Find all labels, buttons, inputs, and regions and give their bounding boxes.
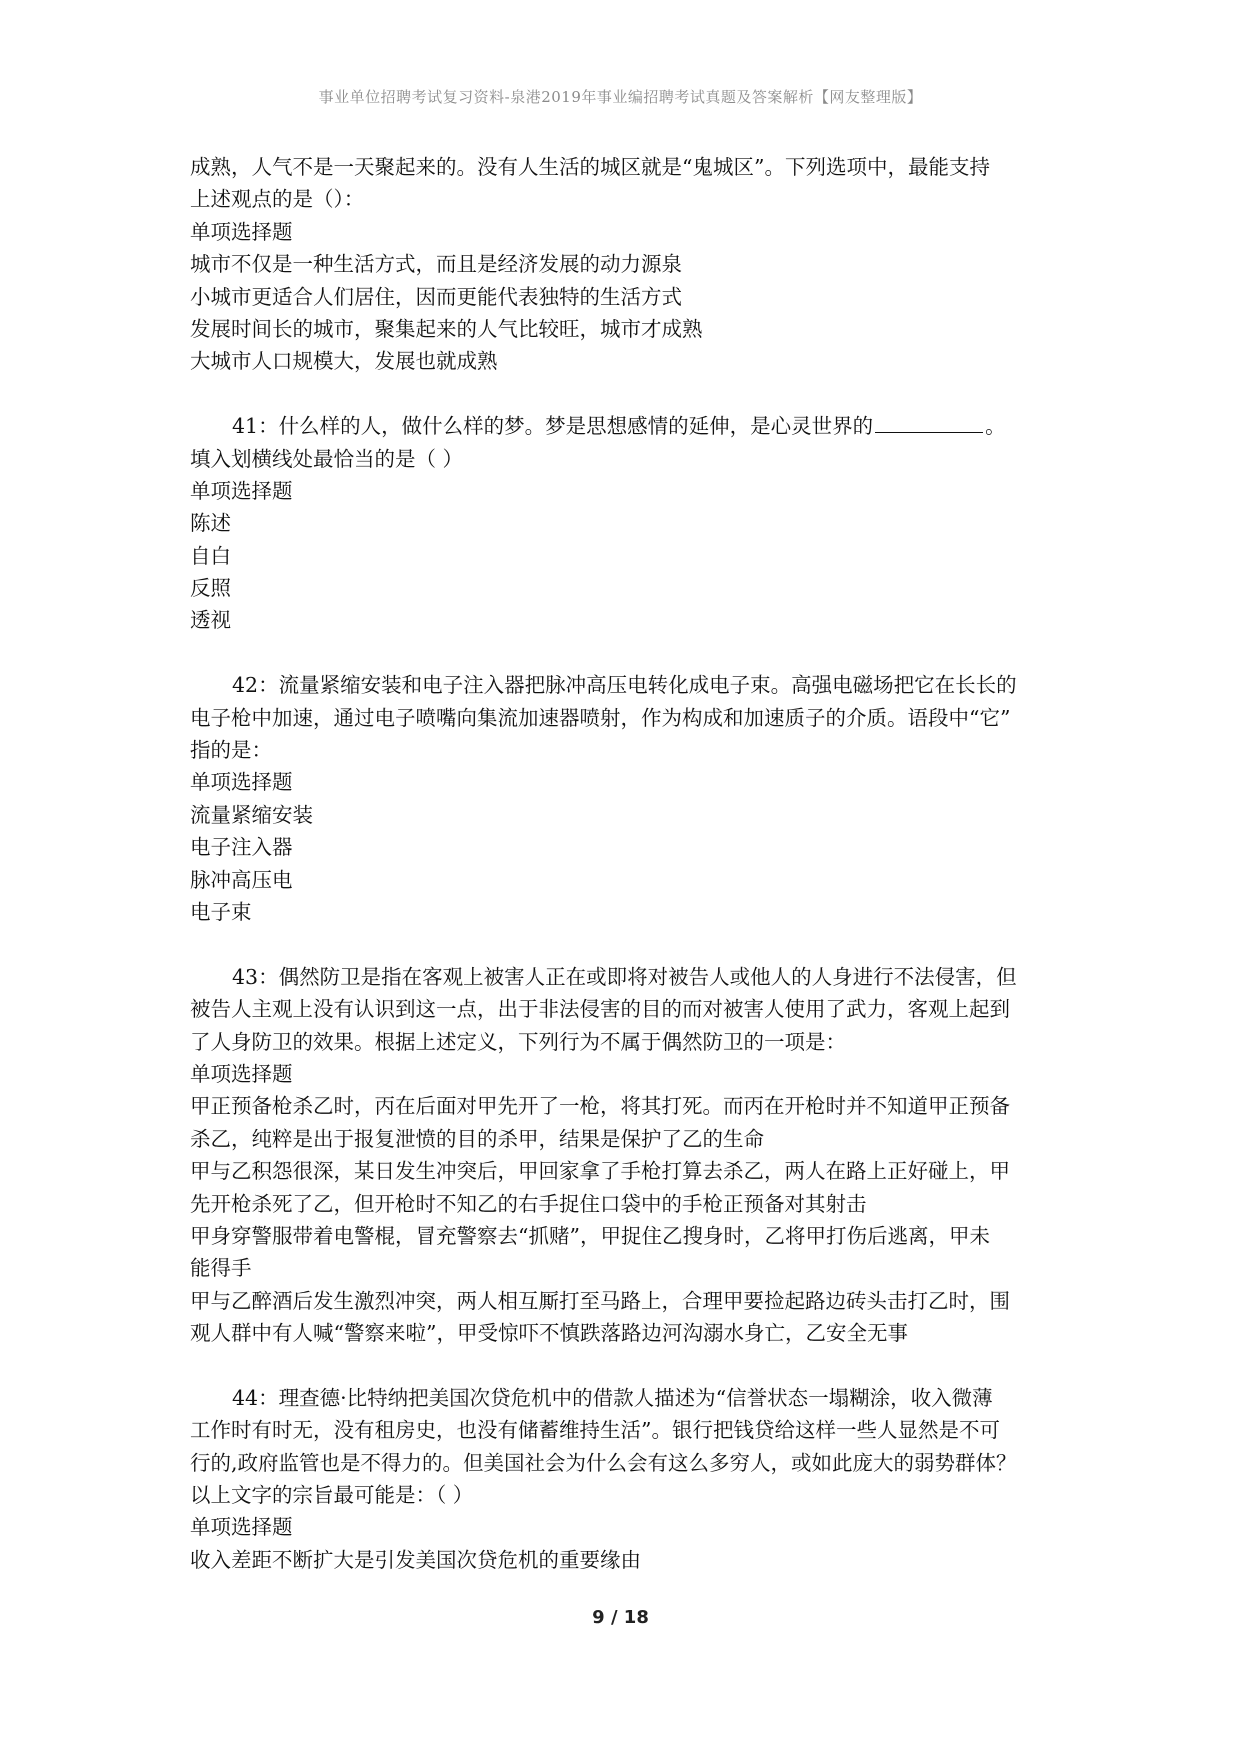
spacer [190,1349,1056,1381]
q43-stem-line-1: 43：偶然防卫是指在客观上被害人正在或即将对被告人或他人的人身进行不法侵害，但 [232,964,1017,989]
q44-stem-line-3: 行的,政府监管也是不得力的。但美国社会为什么会有这么多穷人，或如此庞大的弱势群体？ [190,1450,1017,1475]
q41-stem-line-1 [190,410,1056,442]
q42-option-c: 脉冲高压电 [190,867,293,892]
spacer [190,378,1056,410]
q40-option-b: 小城市更适合人们居住，因而更能代表独特的生活方式 [190,284,682,309]
q42-stem-line-2: 电子枪中加速，通过电子喷嘴向集流加速器喷射，作为构成和加速质子的介质。语段中“它” [190,705,1011,730]
q41-option-d: 透视 [190,608,231,633]
q43-option-b-line-2: 先开枪杀死了乙，但开枪时不知乙的右手捉住口袋中的手枪正预备对其射击 [190,1191,867,1216]
q40-option-a: 城市不仅是一种生活方式，而且是经济发展的动力源泉 [190,252,682,277]
q41-stem-end: 。 [985,414,1006,439]
q42-question-type: 单项选择题 [190,770,293,795]
q43-stem-line-2: 被告人主观上没有认识到这一点，出于非法侵害的目的而对被害人使用了武力，客观上起到 [190,997,1010,1022]
q44-option-a: 收入差距不断扩大是引发美国次贷危机的重要缘由 [190,1547,641,1572]
q43-option-b-line-1: 甲与乙积怨很深，某日发生冲突后，甲回家拿了手枪打算去杀乙，两人在路上正好碰上，甲 [190,1159,1010,1184]
q41-question-type: 单项选择题 [190,478,293,503]
q40-stem-line-2: 上述观点的是（）： [190,187,365,212]
q41-option-b: 自白 [190,543,231,568]
q41-option-a: 陈述 [190,511,231,536]
q42-option-b: 电子注入器 [190,835,293,860]
q44-stem-line-1: 44：理查德·比特纳把美国次贷危机中的借款人描述为“信誉状态一塌糊涂，收入微薄 [232,1385,993,1410]
q42-option-d: 电子束 [190,899,252,924]
q43-option-d-line-1: 甲与乙醉酒后发生激烈冲突，两人相互厮打至马路上，合理甲要捡起路边砖头击打乙时，围 [190,1288,1010,1313]
q44-stem-line-2: 工作时有时无，没有租房史，也没有储蓄维持生活”。银行把钱贷给这样一些人显然是不可 [190,1418,1000,1443]
q44-question-type: 单项选择题 [190,1515,293,1540]
q40-option-c: 发展时间长的城市，聚集起来的人气比较旺，城市才成熟 [190,316,703,341]
page-number: 9 / 18 [592,1607,649,1628]
spacer [190,928,1056,960]
q43-option-c-line-1: 甲身穿警服带着电警棍，冒充警察去“抓赌”，甲捉住乙搜身时，乙将甲打伤后逃离，甲未 [190,1223,990,1248]
q41-stem-text: 41：什么样的人，做什么样的梦。梦是思想感情的延伸，是心灵世界的 [232,414,874,439]
q41-stem-line-2: 填入划横线处最恰当的是（ ） [190,446,464,471]
q44-stem-line-4: 以上文字的宗旨最可能是：（ ） [190,1483,474,1508]
q41-fill-blank [875,412,983,433]
spacer [190,637,1056,669]
q41-option-c: 反照 [190,576,231,601]
q40-question-type: 单项选择题 [190,219,293,244]
q43-question-type: 单项选择题 [190,1061,293,1086]
q40-option-d: 大城市人口规模大，发展也就成熟 [190,349,498,374]
q43-stem-line-3: 了人身防卫的效果。根据上述定义，下列行为不属于偶然防卫的一项是： [190,1029,846,1054]
document-body [190,151,1056,1576]
q42-stem-line-3: 指的是： [190,738,272,763]
q43-option-c-line-2: 能得手 [190,1256,252,1281]
q43-option-a-line-1: 甲正预备枪杀乙时，丙在后面对甲先开了一枪，将其打死。而丙在开枪时并不知道甲正预备 [190,1094,1010,1119]
q40-stem-line-1: 成熟，人气不是一天聚起来的。没有人生活的城区就是“鬼城区”。下列选项中，最能支持 [190,155,990,179]
q42-option-a: 流量紧缩安装 [190,802,313,827]
page-header: 事业单位招聘考试复习资料-泉港2019年事业编招聘考试真题及答案解析【网友整理版】 [318,88,923,106]
q43-option-a-line-2: 杀乙，纯粹是出于报复泄愤的目的杀甲，结果是保护了乙的生命 [190,1126,764,1151]
q43-option-d-line-2: 观人群中有人喊“警察来啦”，甲受惊吓不慎跌落路边河沟溺水身亡，乙安全无事 [190,1321,908,1346]
q42-stem-line-1: 42：流量紧缩安装和电子注入器把脉冲高压电转化成电子束。高强电磁场把它在长长的 [232,673,1017,698]
